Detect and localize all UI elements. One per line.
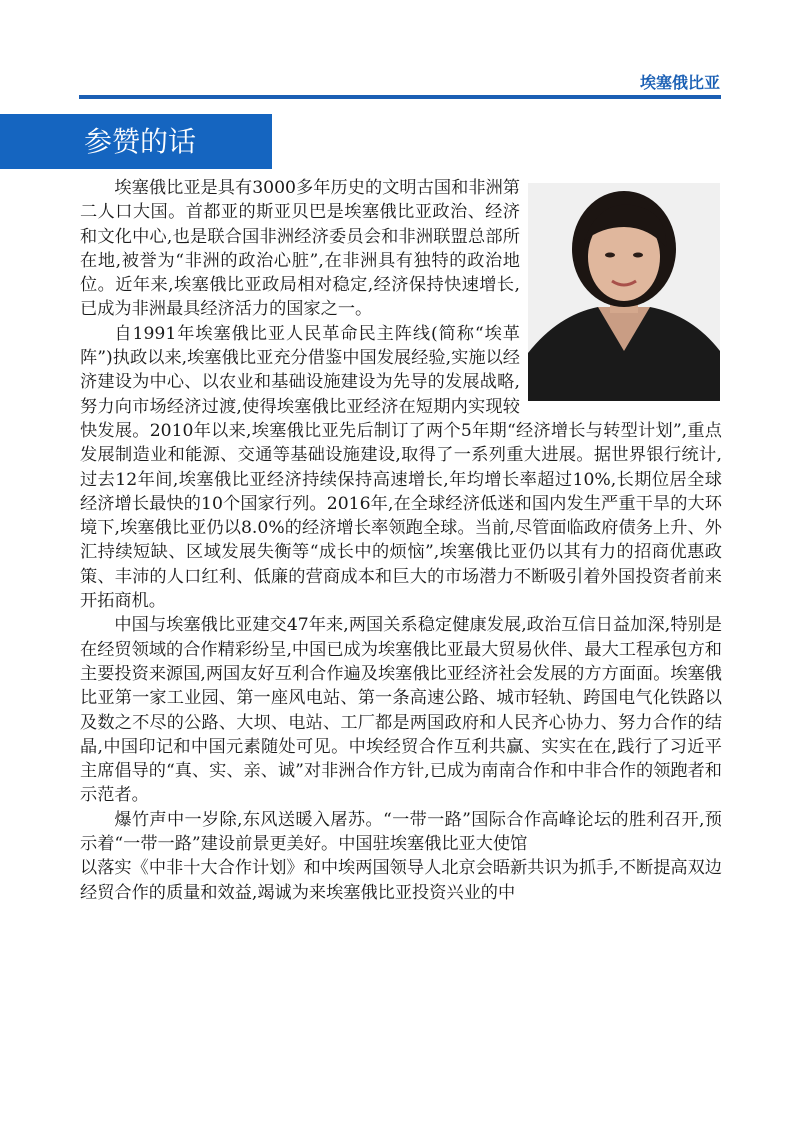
article-body: [80, 176, 722, 905]
photo-wrap-space: [520, 176, 722, 404]
paragraph: 中国与埃塞俄比亚建交47年来,两国关系稳定健康发展,政治互信日益加深,特别是在经贸领域的合作精彩纷呈,中国已成为埃塞俄比亚最大贸易伙伴、最大工程承包方和主要投资来源国,两国友好互利合作遍及埃塞俄比亚经济社会发展的方方面面。埃塞俄比亚第一家工业园、第一座风电站、第一条高速公路、城市轻轨、跨国电气化铁路以及数之不尽的公路、大坝、电站、工厂都是两国政府和人民齐心协力、努力合作的结晶,中国印记和中国元素随处可见。中埃经贸合作互利共赢、实实在在,践行了习近平主席倡导的“真、实、亲、诚”对非洲合作方针,已成为南南合作和中非合作的领跑者和示范者。: [80, 615, 722, 806]
section-title: 参赞的话: [0, 114, 272, 169]
paragraph: 自1991年埃塞俄比亚人民革命民主阵线(简称“埃革阵”)执政以来,埃塞俄比亚充分借鉴中国发展经验,实施以经济建设为中心、以农业和基础设施建设为先导的发展战略,努力向市场经济过渡,使得埃塞俄比亚经济在短期内实现较快发展。2010年以来,埃塞俄比亚先后制订了两个5年期“经济增长与转型计划”,重点发展制造业和能源、交通等基础设施建设,取得了一系列重大进展。据世界银行统计,过去12年间,埃塞俄比亚经济持续保持高速增长,年均增长率超过10%,长期位居全球经济增长最快的10个国家行列。2016年,在全球经济低迷和国内发生严重干旱的大环境下,埃塞俄比亚仍以8.0%的经济增长率领跑全球。当前,尽管面临政府债务上升、外汇持续短缺、区域发展失衡等“成长中的烦恼”,埃塞俄比亚仍以其有力的招商优惠政策、丰沛的人口红利、低廉的营商成本和巨大的市场潜力不断吸引着外国投资者前来开拓商机。: [80, 323, 722, 612]
header-rule: [79, 95, 721, 99]
paragraph: 埃塞俄比亚是具有3000多年历史的文明古国和非洲第二人口大国。首都亚的斯亚贝巴是埃塞俄比亚政治、经济和文化中心,也是联合国非洲经济委员会和非洲联盟总部所在地,被誉为“非洲的政治心脏”,在非洲具有独特的政治地位。近年来,埃塞俄比亚政局相对稳定,经济保持快速增长,已成为非洲最具经济活力的国家之一。: [80, 178, 520, 320]
running-header: 埃塞俄比亚: [639, 73, 720, 92]
paragraph: 以落实《中非十大合作计划》和中埃两国领导人北京会晤新共识为抓手,不断提高双边经贸合作的质量和效益,竭诚为来埃塞俄比亚投资兴业的中: [80, 858, 722, 903]
paragraph: 爆竹声中一岁除,东风送暖入屠苏。“一带一路”国际合作高峰论坛的胜利召开,预示着“一带一路”建设前景更美好。中国驻埃塞俄比亚大使馆: [80, 809, 722, 855]
